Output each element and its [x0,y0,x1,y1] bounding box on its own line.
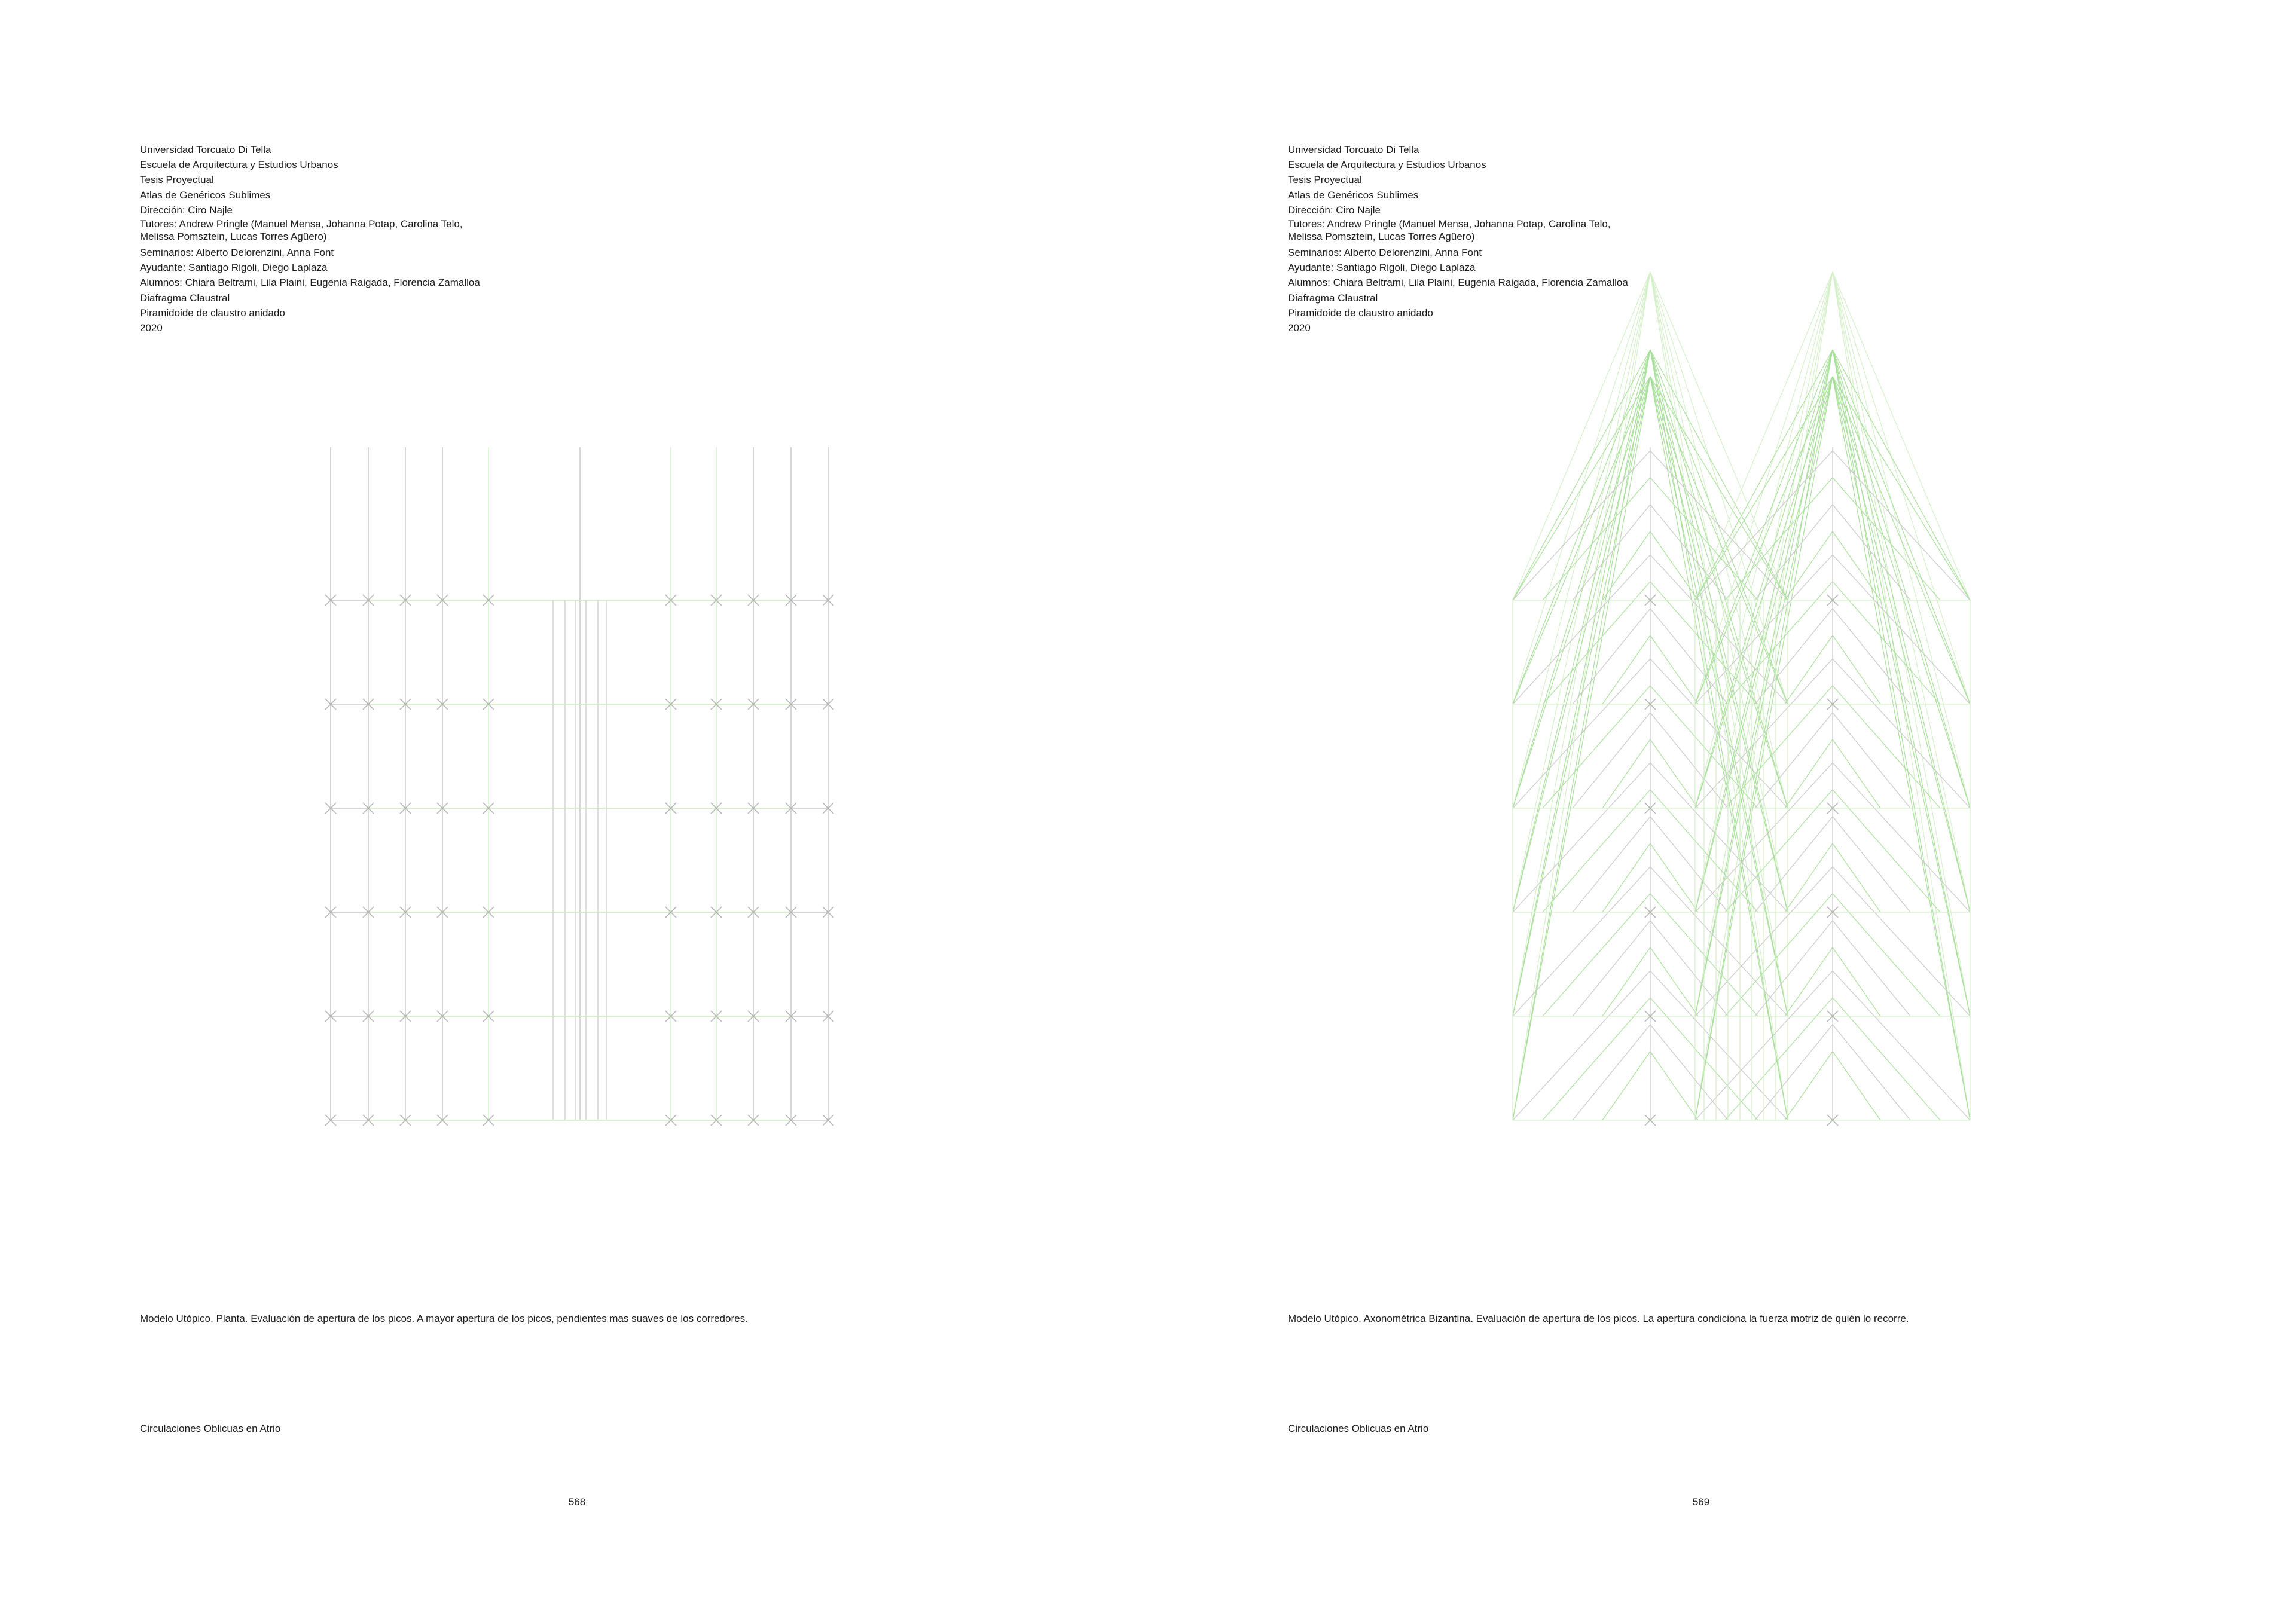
chevron-edge [1543,478,1650,600]
credit-line: Ayudante: Santiago Rigoli, Diego Laplaza [140,262,328,274]
pyramid-edge [1513,377,1650,808]
pyramid-edge [1650,377,1788,912]
pyramid-edge [1513,377,1650,704]
chevron-edge [1833,763,1970,912]
chevron-edge [1833,867,1970,1016]
pyramid-edge [1513,350,1650,808]
pyramid-edge [1833,350,1970,1016]
axonometric-drawing [1148,0,2296,1623]
caption: Modelo Utópico. Planta. Evaluación de apertura de los picos. A mayor apertura de los picos, pendientes mas suaves de los corredores. [140,1313,748,1324]
pyramid-edge [1650,377,1788,808]
credit-line: Tesis Proyectual [140,174,214,186]
pyramid-edge [1513,350,1650,912]
credit-line: 2020 [1288,322,1311,334]
credit-line: Tutores: Andrew Pringle (Manuel Mensa, Johanna Potap, Carolina Telo, Melissa Pomsztein, Lucas Torres Agüero) [140,218,463,243]
caption: Modelo Utópico. Axonométrica Bizantina. Evaluación de apertura de los picos. La apertura condiciona la fuerza motriz de quién lo recorre. [1288,1313,1909,1324]
credit-line: Universidad Torcuato Di Tella [1288,144,1419,155]
credit-line: 2020 [140,322,163,334]
pyramid-edge [1513,350,1650,1016]
page-number: 568 [568,1496,586,1508]
pyramid-edge [1695,272,1833,600]
pyramid-edge [1833,272,1970,600]
pyramid-edge [1513,350,1650,600]
pyramid-edge [1833,350,1970,912]
chevron-edge [1513,763,1650,912]
chevron-edge [1833,659,1970,808]
pyramid-edge [1833,377,1970,912]
credit-line: Atlas de Genéricos Sublimes [1288,189,1419,201]
pyramid-edge [1513,272,1650,600]
pyramid-edge [1833,377,1970,1016]
credit-line: Diafragma Claustral [1288,292,1378,304]
pyramid-edge [1695,350,1833,600]
credit-line: Atlas de Genéricos Sublimes [140,189,271,201]
chevron-edge [1650,1052,1698,1120]
pyramid-edge [1650,350,1788,600]
pyramid-edge [1833,350,1970,808]
credit-line: Ayudante: Santiago Rigoli, Diego Laplaza [1288,262,1476,274]
pyramid-edge [1650,350,1788,1016]
credit-line: Piramidoide de claustro anidado [140,307,285,319]
pyramid-edge [1650,350,1788,808]
credit-line: Universidad Torcuato Di Tella [140,144,271,155]
credit-line: Escuela de Arquitectura y Estudios Urbanos [140,159,338,171]
chevron-edge [1833,478,1940,600]
pyramid-edge [1650,377,1788,1016]
section-title: Circulaciones Oblicuas en Atrio [1288,1423,1429,1434]
pyramid-edge [1833,377,1970,808]
pyramid-edge [1833,350,1970,600]
credit-line: Alumnos: Chiara Beltrami, Lila Plaini, Eugenia Raigada, Florencia Zamalloa [1288,277,1628,289]
chevron-edge [1785,1052,1833,1120]
pyramid-edge [1650,272,1788,600]
chevron-edge [1650,867,1788,1016]
pyramid-edge [1650,377,1788,704]
credit-line: Dirección: Ciro Najle [140,204,233,216]
credit-line: Seminarios: Alberto Delorenzini, Anna Font [1288,247,1482,259]
credit-line: Diafragma Claustral [140,292,230,304]
pyramid-edge [1513,350,1650,704]
credit-line: Tesis Proyectual [1288,174,1362,186]
credit-line: Tutores: Andrew Pringle (Manuel Mensa, Johanna Potap, Carolina Telo, Melissa Pomsztein, Lucas Torres Agüero) [1288,218,1611,243]
section-title: Circulaciones Oblicuas en Atrio [140,1423,281,1434]
chevron-edge [1602,1052,1650,1120]
chevron-edge [1513,867,1650,1016]
right-page [1148,0,2296,1623]
credit-line: Alumnos: Chiara Beltrami, Lila Plaini, Eugenia Raigada, Florencia Zamalloa [140,277,480,289]
credit-line: Dirección: Ciro Najle [1288,204,1381,216]
pyramid-edge [1833,350,1970,704]
credit-line: Seminarios: Alberto Delorenzini, Anna Font [140,247,334,259]
pyramid-edge [1513,377,1650,912]
chevron-edge [1513,659,1650,808]
chevron-edge [1725,478,1833,600]
chevron-edge [1650,763,1788,912]
credit-line: Piramidoide de claustro anidado [1288,307,1433,319]
pyramid-edge [1833,377,1970,704]
page-number: 569 [1692,1496,1710,1508]
chevron-edge [1833,1052,1880,1120]
chevron-edge [1650,478,1758,600]
credit-line: Escuela de Arquitectura y Estudios Urbanos [1288,159,1486,171]
pyramid-edge [1513,377,1650,1016]
